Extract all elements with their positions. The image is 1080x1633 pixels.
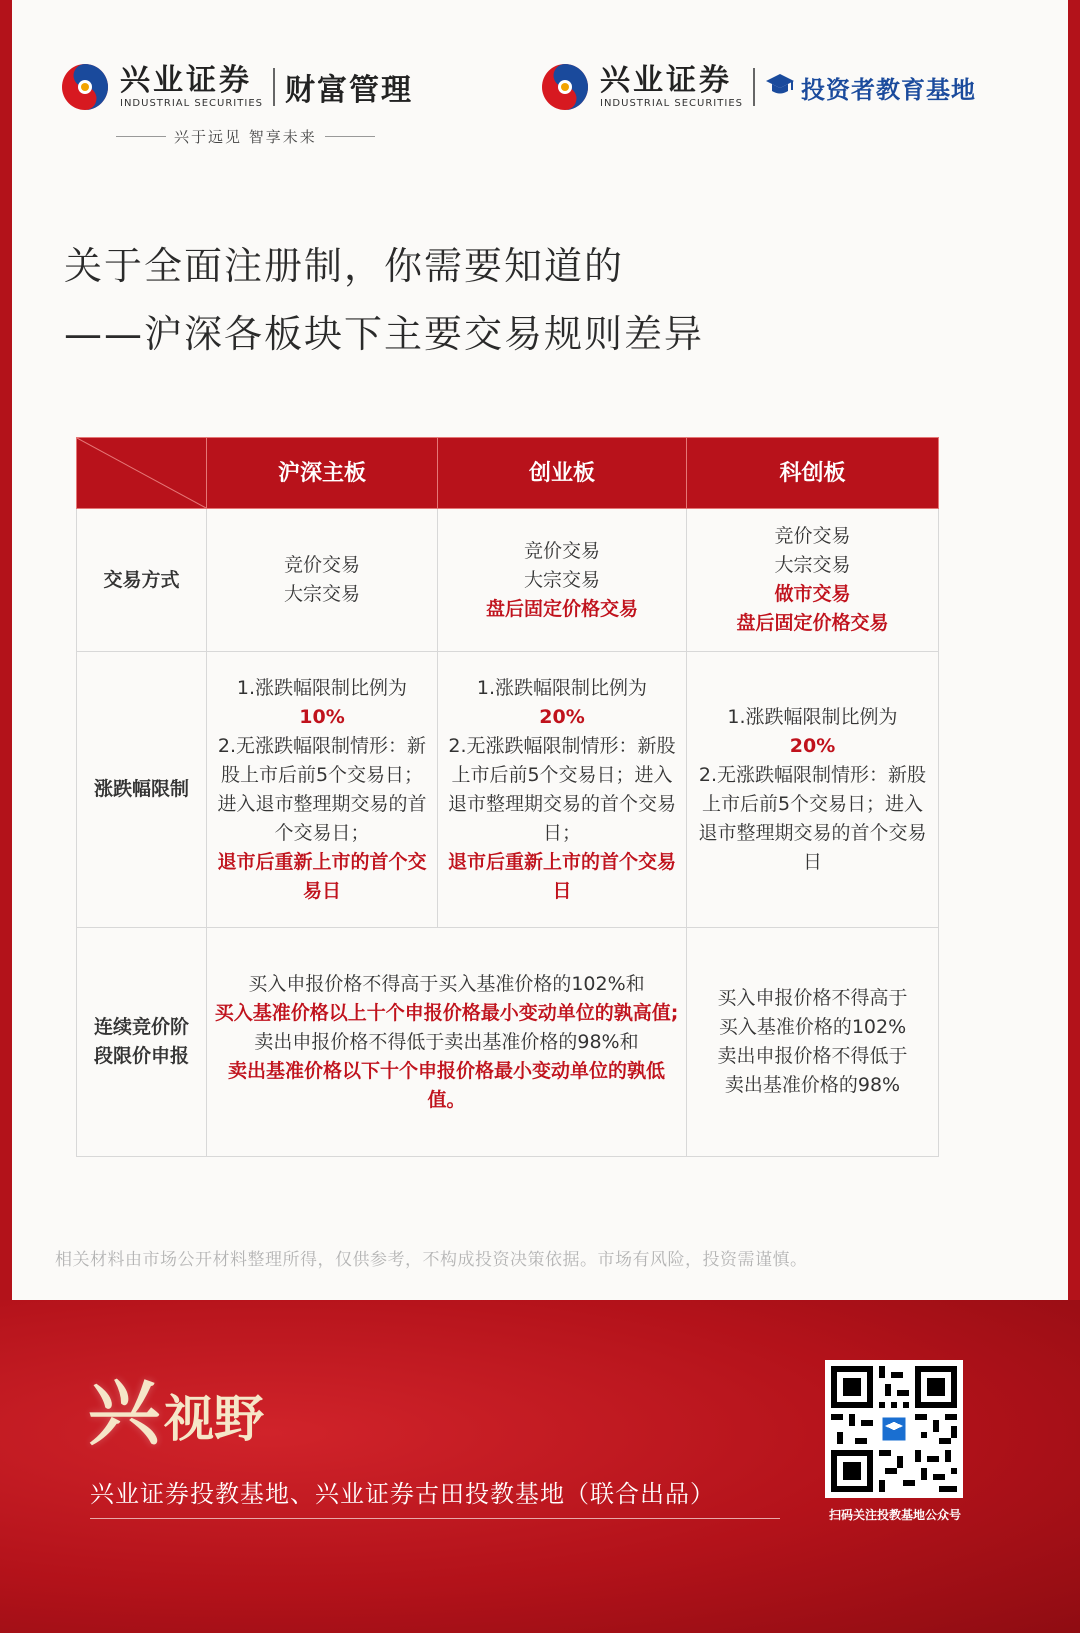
brand-name-cn: 兴业证券 [120, 63, 252, 98]
cell-highlight: 买入基准价格以上十个申报价格最小变动单位的孰高值; [214, 1001, 679, 1024]
cell-star-continuous-bid [687, 928, 939, 1157]
cell-highlight: 卖出基准价格以下十个申报价格最小变动单位的孰低值。 [227, 1059, 665, 1111]
cell-main-chinext-continuous-bid [207, 928, 687, 1157]
cell-line: 竞价交易 [523, 539, 600, 562]
cell-main-board-price-limit [207, 652, 438, 928]
logo-investor-education [540, 62, 976, 112]
cell-line: 大宗交易 [283, 583, 360, 605]
limit-percentage: 20% [539, 705, 585, 728]
footer-logo [88, 1355, 264, 1459]
cell-line: 大宗交易 [774, 554, 851, 576]
column-header-chinext: 创业板 [438, 438, 687, 509]
cell-highlight: 盘后固定价格交易 [485, 597, 638, 620]
sub-brand-education: 投资者教育基地 [800, 75, 976, 104]
cell-star-price-limit [687, 652, 939, 928]
cell-highlight: 退市后重新上市的首个交易日 [217, 850, 427, 902]
slogan [108, 126, 383, 147]
table-corner-cell [77, 438, 207, 509]
limit-percentage: 20% [789, 734, 836, 757]
slogan-line-right [325, 136, 375, 137]
disclaimer: 相关材料由市场公开材料整理所得，仅供参考，不构成投资决策依据。市场有风险，投资需谨慎。 [55, 1250, 808, 1270]
footer-credit: 兴业证券投教基地、兴业证券古田投教基地（联合出品） [90, 1480, 715, 1508]
table-row-continuous-bid [77, 928, 939, 1157]
sub-brand-wealth: 财富管理 [284, 73, 413, 108]
cell-line: 竞价交易 [283, 554, 360, 576]
cell-line: 卖出基准价格的98% [724, 1074, 901, 1096]
cell-line: 2.无涨跌幅限制情形：新股上市后前5个交易日；进入退市整理期交易的首个交易日； [217, 734, 427, 844]
rules-comparison-table [76, 437, 939, 1157]
slogan-text: 兴于远见 智享未来 [174, 128, 317, 146]
slogan-line-left [116, 136, 166, 137]
cell-line: 卖出申报价格不得低于 [717, 1045, 908, 1067]
cell-highlight: 退市后重新上市的首个交易日 [447, 850, 676, 902]
cell-line: 1.涨跌幅限制比例为 [236, 676, 408, 699]
table-row-price-limit [77, 652, 939, 928]
row-label-continuous-bid [77, 928, 207, 1157]
footer-divider [90, 1518, 780, 1519]
cell-main-board-trading-method [207, 509, 438, 652]
table-header-row [77, 438, 939, 509]
table-row-trading-method [77, 509, 939, 652]
cell-line: 2.无涨跌幅限制情形：新股上市后前5个交易日；进入退市整理期交易的首个交易日； [447, 734, 676, 844]
page-title [64, 238, 704, 362]
column-header-star: 科创板 [687, 438, 939, 509]
qr-code-icon [831, 1366, 957, 1492]
divider [753, 68, 755, 106]
cell-chinext-price-limit [438, 652, 687, 928]
brand-name-en: INDUSTRIAL SECURITIES [120, 98, 263, 109]
cell-line: 买入申报价格不得高于买入基准价格的102%和 [248, 972, 645, 995]
graduation-cap-icon [765, 72, 795, 102]
brand-name-cn: 兴业证券 [600, 63, 732, 98]
cell-star-trading-method [687, 509, 939, 652]
row-label-price-limit: 涨跌幅限制 [77, 652, 207, 928]
column-header-main-board: 沪深主板 [207, 438, 438, 509]
cell-line: 2.无涨跌幅限制情形：新股上市后前5个交易日；进入退市整理期交易的首个交易日 [698, 763, 927, 873]
qr-caption: 扫码关注投教基地公众号 [828, 1508, 961, 1522]
cell-line: 1.涨跌幅限制比例为 [727, 705, 898, 728]
cell-line: 买入申报价格不得高于 [717, 987, 908, 1009]
cell-line: 卖出申报价格不得低于卖出基准价格的98%和 [254, 1030, 639, 1053]
brand-swirl-icon [60, 62, 110, 112]
diagonal-line [77, 438, 206, 508]
limit-percentage: 10% [299, 705, 345, 728]
brand-swirl-icon [540, 62, 590, 112]
cell-line: 大宗交易 [523, 568, 600, 591]
cell-line: 竞价交易 [774, 525, 851, 547]
brand-name-en: INDUSTRIAL SECURITIES [600, 98, 743, 109]
divider [273, 68, 275, 106]
footer-logo-big: 兴 [88, 1370, 161, 1455]
cell-highlight: 盘后固定价格交易 [736, 612, 889, 634]
title-line-1: 关于全面注册制，你需要知道的 [64, 244, 625, 288]
row-label-trading-method: 交易方式 [77, 509, 207, 652]
cell-line: 买入基准价格的102% [718, 1016, 907, 1038]
logo-industrial-securities-wealth [60, 62, 413, 112]
footer-logo-small: 视野 [164, 1389, 265, 1448]
row-label-line: 连续竞价阶 [93, 1016, 189, 1038]
qr-code[interactable] [825, 1360, 963, 1498]
cell-line: 1.涨跌幅限制比例为 [476, 676, 648, 699]
cell-chinext-trading-method [438, 509, 687, 652]
row-label-line: 段限价申报 [93, 1045, 189, 1067]
title-line-2: ——沪深各板块下主要交易规则差异 [64, 312, 705, 356]
cell-highlight: 做市交易 [774, 583, 851, 605]
